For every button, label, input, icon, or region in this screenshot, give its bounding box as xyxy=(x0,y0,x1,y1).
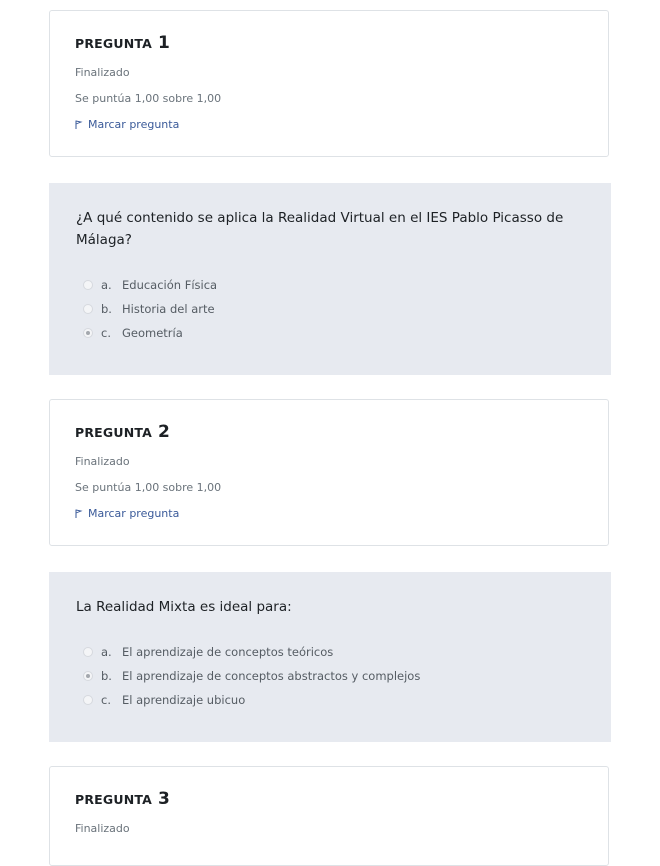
answer-option-b[interactable] xyxy=(83,664,420,688)
question-3-info xyxy=(49,766,609,866)
flag-label: Marcar pregunta xyxy=(88,118,180,131)
question-text: ¿A qué contenido se aplica la Realidad Virtual en el IES Pablo Picasso de Málaga? xyxy=(76,210,564,248)
radio-button[interactable] xyxy=(83,647,93,657)
answer-text: El aprendizaje ubicuo xyxy=(122,693,246,707)
answer-text: Historia del arte xyxy=(122,302,215,316)
question-state: Finalizado xyxy=(75,66,130,79)
question-1-content xyxy=(49,183,611,375)
question-number: 3 xyxy=(158,789,170,809)
question-label: PREGUNTA xyxy=(75,425,153,440)
question-2-content xyxy=(49,572,611,742)
question-text: La Realidad Mixta es ideal para: xyxy=(76,599,292,615)
flag-label: Marcar pregunta xyxy=(88,507,180,520)
radio-button-selected[interactable] xyxy=(83,671,93,681)
radio-button[interactable] xyxy=(83,304,93,314)
question-1-info xyxy=(49,10,609,157)
question-number: 1 xyxy=(158,33,170,53)
answer-option-c[interactable] xyxy=(83,688,420,712)
flag-icon xyxy=(75,509,83,519)
question-label: PREGUNTA xyxy=(75,792,153,807)
answer-letter: a. xyxy=(101,645,112,659)
answer-list xyxy=(83,640,420,712)
question-2-info xyxy=(49,399,609,546)
question-state: Finalizado xyxy=(75,455,130,468)
radio-button-selected[interactable] xyxy=(83,328,93,338)
answer-letter: c. xyxy=(101,326,111,340)
radio-button[interactable] xyxy=(83,695,93,705)
answer-text: Educación Física xyxy=(122,278,218,292)
question-grade: Se puntúa 1,00 sobre 1,00 xyxy=(75,92,222,105)
question-1-header xyxy=(75,33,170,53)
answer-text: El aprendizaje de conceptos teóricos xyxy=(122,645,334,659)
question-2-header xyxy=(75,422,170,442)
answer-option-a[interactable] xyxy=(83,640,420,664)
flag-icon xyxy=(75,120,83,130)
answer-option-a[interactable] xyxy=(83,273,217,297)
answer-option-b[interactable] xyxy=(83,297,217,321)
question-label: PREGUNTA xyxy=(75,36,153,51)
answer-letter: c. xyxy=(101,693,111,707)
question-number: 2 xyxy=(158,422,170,442)
question-3-header xyxy=(75,789,170,809)
radio-button[interactable] xyxy=(83,280,93,290)
answer-letter: b. xyxy=(101,669,112,683)
answer-option-c[interactable] xyxy=(83,321,217,345)
answer-text: Geometría xyxy=(122,326,183,340)
flag-question-link[interactable] xyxy=(75,118,179,131)
answer-letter: b. xyxy=(101,302,112,316)
answer-text: El aprendizaje de conceptos abstractos y complejos xyxy=(122,669,421,683)
answer-list xyxy=(83,273,217,345)
question-state: Finalizado xyxy=(75,822,130,835)
answer-letter: a. xyxy=(101,278,112,292)
question-grade: Se puntúa 1,00 sobre 1,00 xyxy=(75,481,222,494)
flag-question-link[interactable] xyxy=(75,507,179,520)
